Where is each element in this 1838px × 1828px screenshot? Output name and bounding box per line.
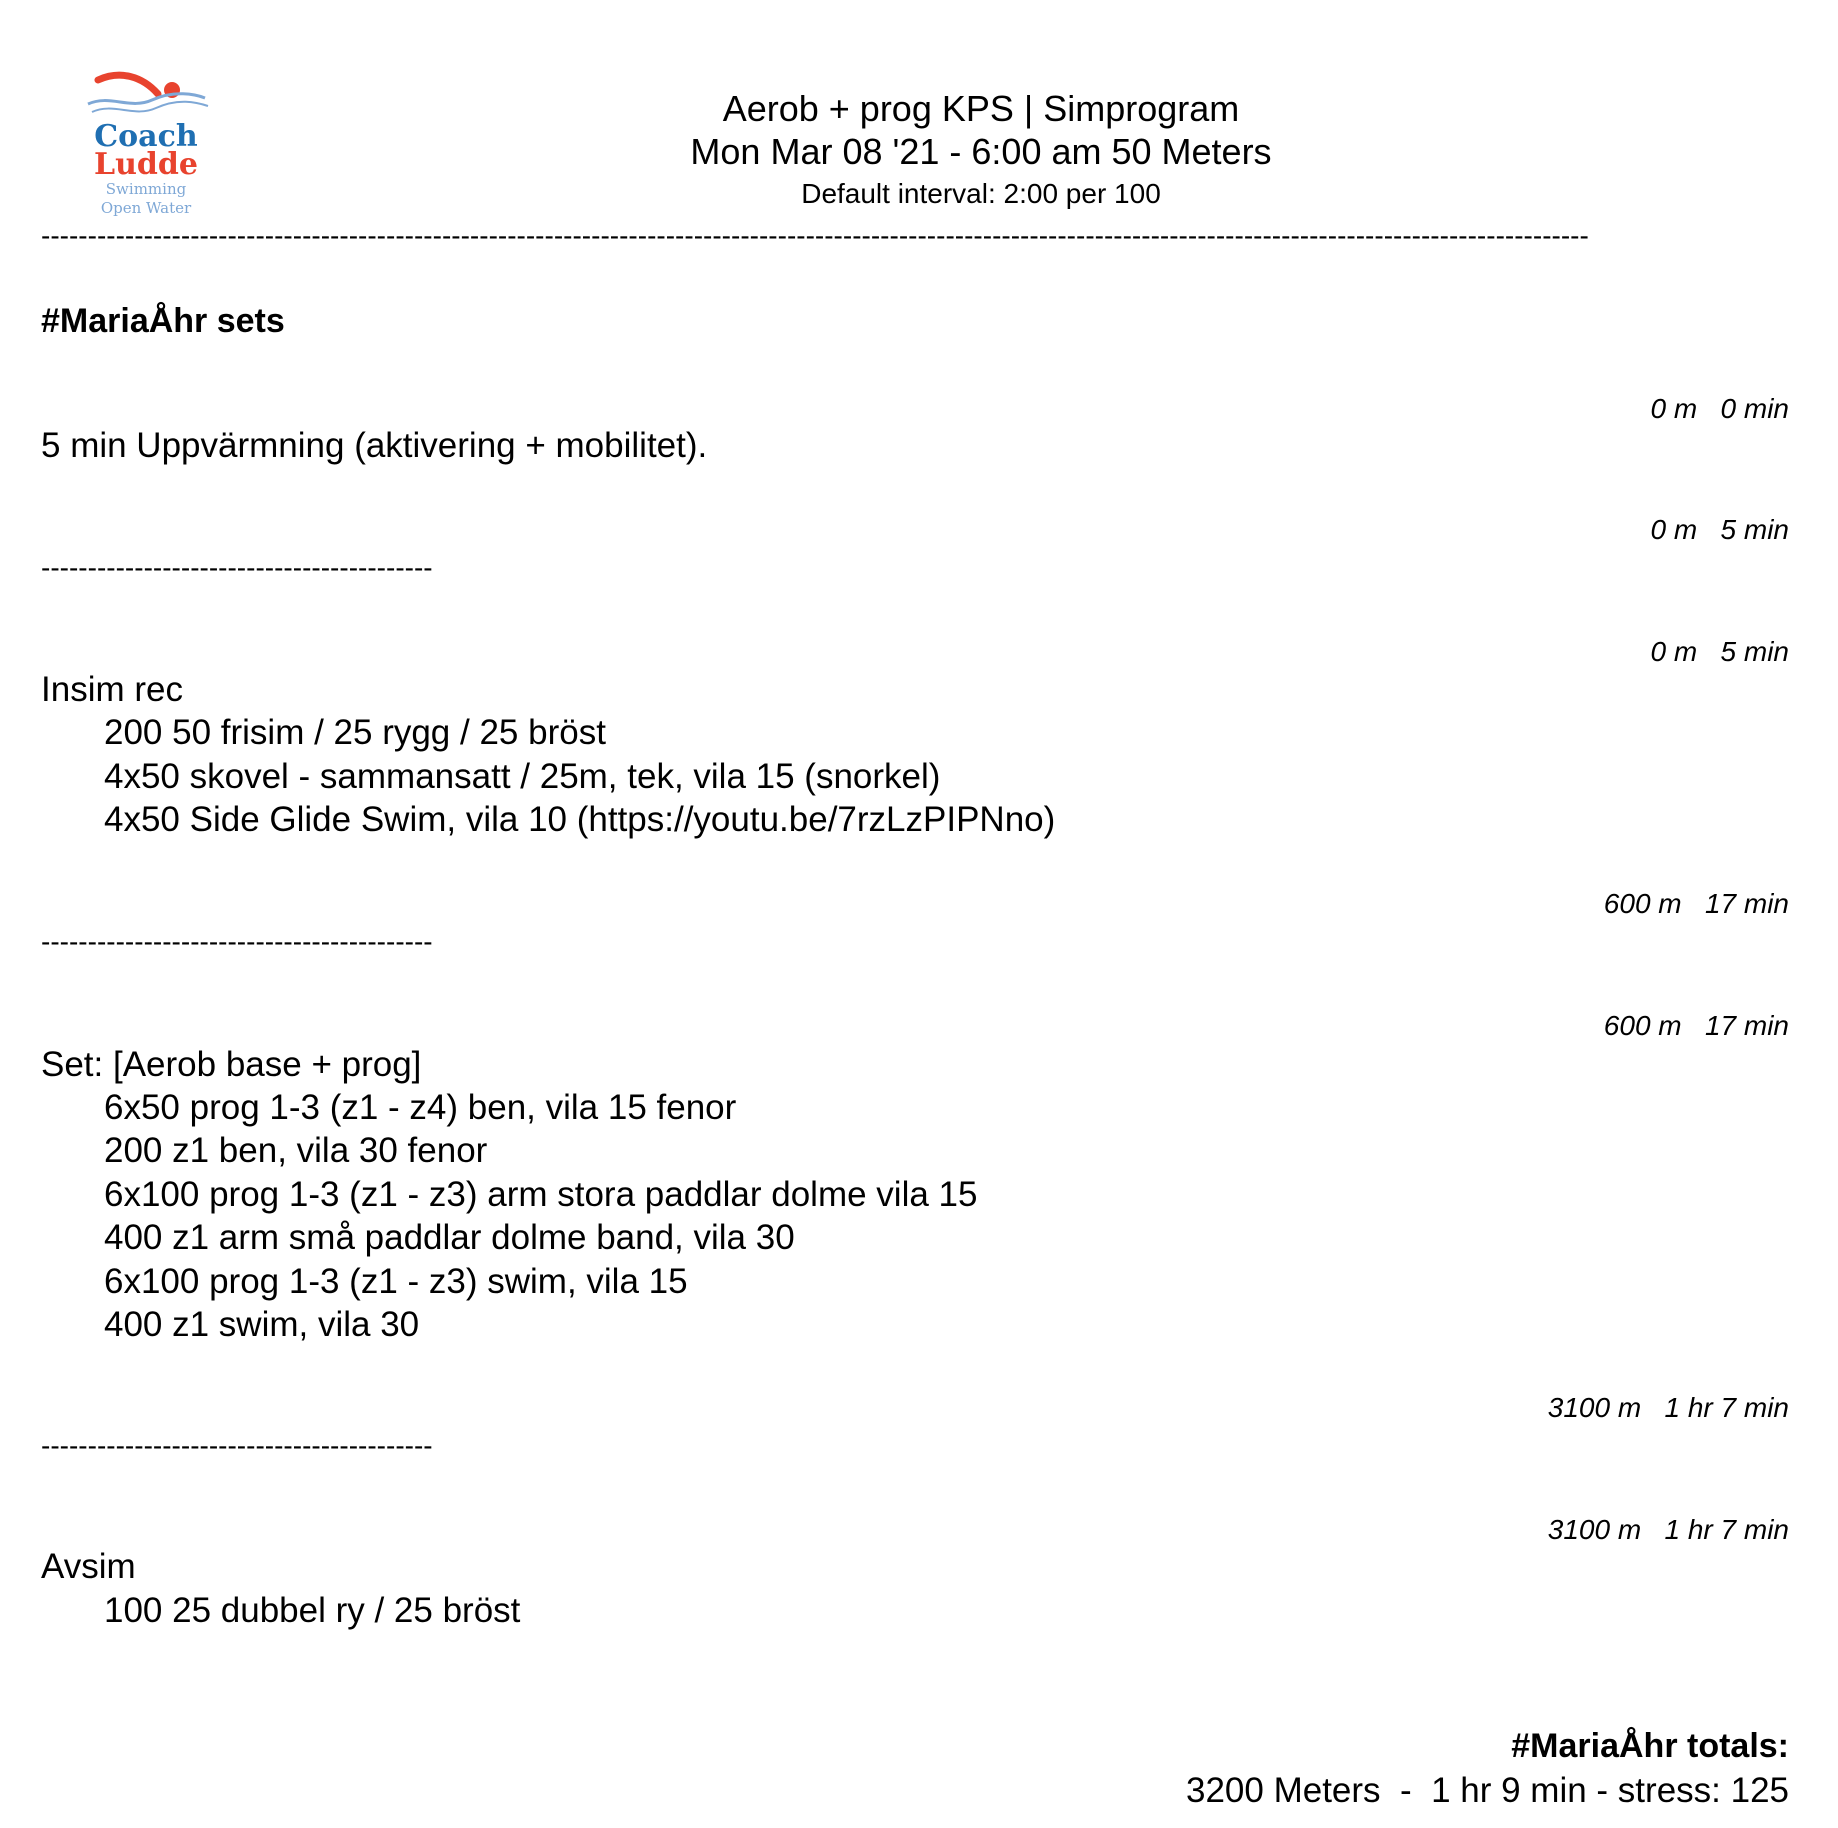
svg-text:Coach: Coach [94, 119, 198, 154]
totals-title: #MariaÅhr totals: [1511, 1727, 1789, 1765]
set-divider: ------------------------------------------ [41, 1430, 433, 1461]
set-distance-time: 3100 m 1 hr 7 min [1547, 1392, 1789, 1423]
set-distance-time: 0 m 0 min [1650, 393, 1789, 424]
header-divider: ---------------------------------------------------------------------------------------------------------------------------------------------------------------------- [41, 222, 1589, 250]
set-line: 400 z1 swim, vila 30 [104, 1305, 420, 1344]
set-title: 5 min Uppvärmning (aktivering + mobilitet). [41, 426, 708, 465]
set-distance-time: 600 m 17 min [1603, 1010, 1789, 1041]
set-line: 400 z1 arm små paddlar dolme band, vila 30 [104, 1218, 795, 1257]
set-line: 4x50 skovel - sammansatt / 25m, tek, vila 15 (snorkel) [104, 757, 941, 796]
set-distance-time: 0 m 5 min [1650, 636, 1789, 667]
svg-text:Ludde: Ludde [94, 147, 198, 182]
totals-line: 3200 Meters - 1 hr 9 min - stress: 125 [1185, 1771, 1789, 1810]
set-title: Insim rec [41, 670, 183, 709]
svg-text:Swimming: Swimming [105, 180, 187, 198]
set-line: 200 z1 ben, vila 30 fenor [104, 1131, 488, 1170]
set-line: 6x50 prog 1-3 (z1 - z4) ben, vila 15 fenor [104, 1088, 737, 1127]
page-title: Aerob + prog KPS | Simprogram [722, 88, 1240, 129]
set-line: 6x100 prog 1-3 (z1 - z3) swim, vila 15 [104, 1262, 688, 1301]
section-title: #MariaÅhr sets [41, 302, 285, 340]
set-line: 6x100 prog 1-3 (z1 - z3) arm stora paddlar dolme vila 15 [104, 1175, 978, 1214]
set-distance-time: 0 m 5 min [1650, 514, 1789, 545]
set-divider: ------------------------------------------ [41, 552, 433, 583]
set-line: 100 25 dubbel ry / 25 bröst [104, 1591, 521, 1630]
set-line: 200 50 frisim / 25 rygg / 25 bröst [104, 713, 606, 752]
date-line: Mon Mar 08 '21 - 6:00 am 50 Meters [690, 131, 1272, 172]
set-divider: ------------------------------------------ [41, 926, 433, 957]
set-title: Set: [Aerob base + prog] [41, 1045, 422, 1084]
set-line: 4x50 Side Glide Swim, vila 10 (https://youtu.be/7rzLzPIPNno) [104, 800, 1056, 839]
set-distance-time: 3100 m 1 hr 7 min [1547, 1514, 1789, 1545]
set-title: Avsim [41, 1547, 136, 1586]
svg-text:Open Water: Open Water [100, 199, 192, 217]
set-distance-time: 600 m 17 min [1603, 888, 1789, 919]
interval-line: Default interval: 2:00 per 100 [801, 178, 1161, 209]
